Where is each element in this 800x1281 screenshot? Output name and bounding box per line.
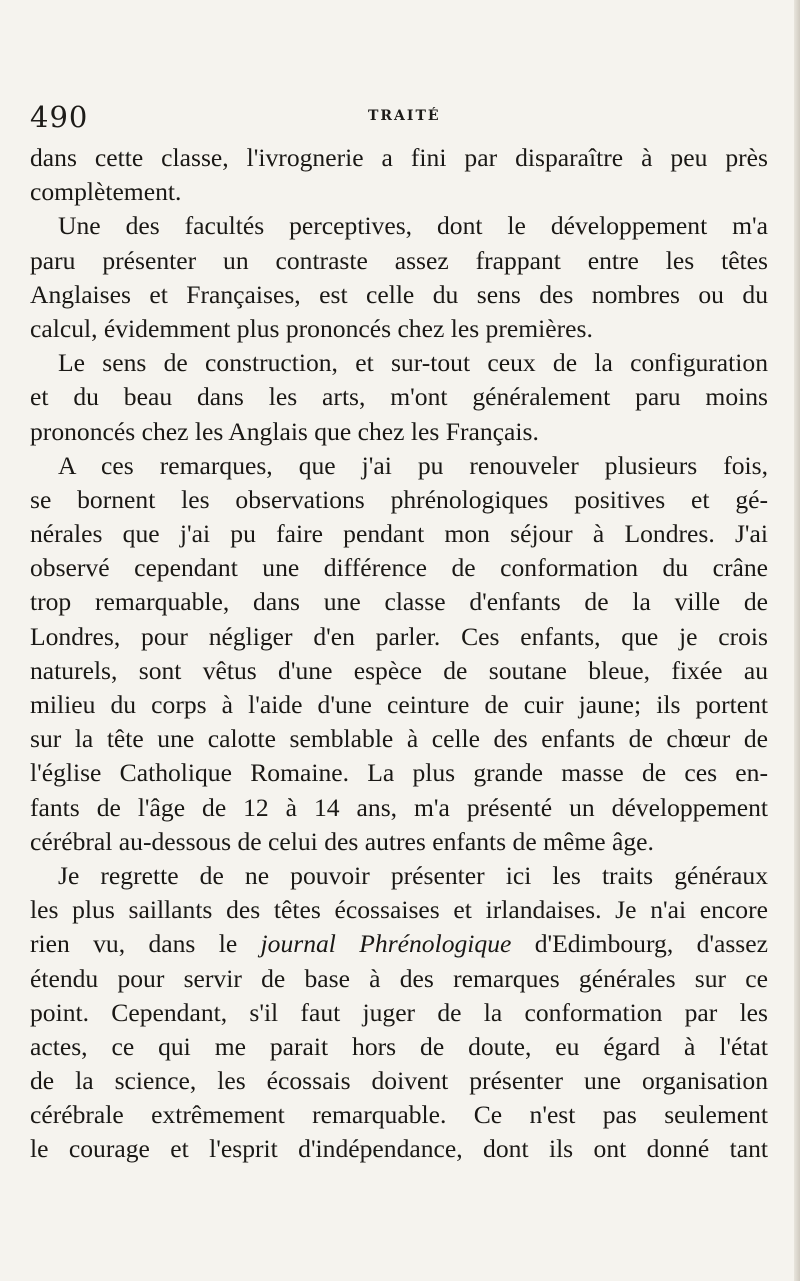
text-line: le courage et l'esprit d'indépendance, dont ils ont donné tant	[30, 1134, 768, 1164]
text-line: sur la tête une calotte semblable à celle des enfants de chœur de	[30, 724, 768, 754]
text-line: étendu pour servir de base à des remarques générales sur ce	[30, 963, 768, 993]
text-line: cérébrale extrêmement remarquable. Ce n'est pas seulement	[30, 1100, 768, 1130]
text-line	[30, 927, 768, 961]
italic-title: journal Phrénologique	[260, 929, 512, 959]
text-line: paru présenter un contraste assez frappant entre les têtes	[30, 245, 768, 275]
text-line: observé cependant une différence de conformation du crâne	[30, 553, 768, 583]
text-line: prononcés chez les Anglais que chez les Français.	[30, 416, 539, 446]
text-line: de la science, les écossais doivent présenter une organisation	[30, 1066, 768, 1096]
text-segment: rien vu, dans le	[30, 929, 261, 959]
text-line: l'église Catholique Romaine. La plus grande masse de ces en-	[30, 758, 768, 788]
text-line: cérébral au-dessous de celui des autres enfants de même âge.	[30, 826, 654, 856]
text-line: dans cette classe, l'ivrognerie a fini par disparaître à peu près	[30, 143, 768, 172]
text-line: Une des facultés perceptives, dont le développement m'a	[58, 211, 768, 241]
text-line: calcul, évidemment plus prononcés chez les premières.	[30, 313, 593, 343]
text-line: fants de l'âge de 12 à 14 ans, m'a présenté un développement	[30, 792, 768, 822]
text-segment: d'Edimbourg, d'assez	[511, 929, 768, 959]
text-line: Je regrette de ne pouvoir présenter ici les traits généraux	[58, 860, 768, 890]
body-text	[30, 141, 768, 1167]
page-header	[30, 100, 775, 140]
page-edge-shadow	[794, 0, 800, 1281]
text-line: trop remarquable, dans une classe d'enfants de la ville de	[30, 587, 768, 617]
text-line: Anglaises et Françaises, est celle du sens des nombres ou du	[30, 279, 768, 309]
text-line: point. Cependant, s'il faut juger de la conformation par les	[30, 997, 768, 1027]
text-line: les plus saillants des têtes écossaises et irlandaises. Je n'ai encore	[30, 895, 768, 925]
text-line: et du beau dans les arts, m'ont généralement paru moins	[30, 382, 768, 412]
text-line: Le sens de construction, et sur-tout ceux de la configuration	[58, 348, 768, 378]
text-line: nérales que j'ai pu faire pendant mon séjour à Londres. J'ai	[30, 519, 768, 549]
text-line: se bornent les observations phrénologiques positives et gé-	[30, 484, 768, 514]
page-number: 490	[30, 100, 89, 134]
text-line: complètement.	[30, 177, 182, 207]
running-title: TRAITÉ	[368, 108, 441, 124]
text-line: milieu du corps à l'aide d'une ceinture de cuir jaune; ils portent	[30, 690, 768, 719]
text-line: A ces remarques, que j'ai pu renouveler plusieurs fois,	[58, 450, 768, 480]
text-line: naturels, sont vêtus d'une espèce de soutane bleue, fixée au	[30, 655, 768, 685]
text-line: actes, ce qui me parait hors de doute, eu égard à l'état	[30, 1031, 768, 1061]
text-line: Londres, pour négliger d'en parler. Ces enfants, que je crois	[30, 621, 768, 651]
